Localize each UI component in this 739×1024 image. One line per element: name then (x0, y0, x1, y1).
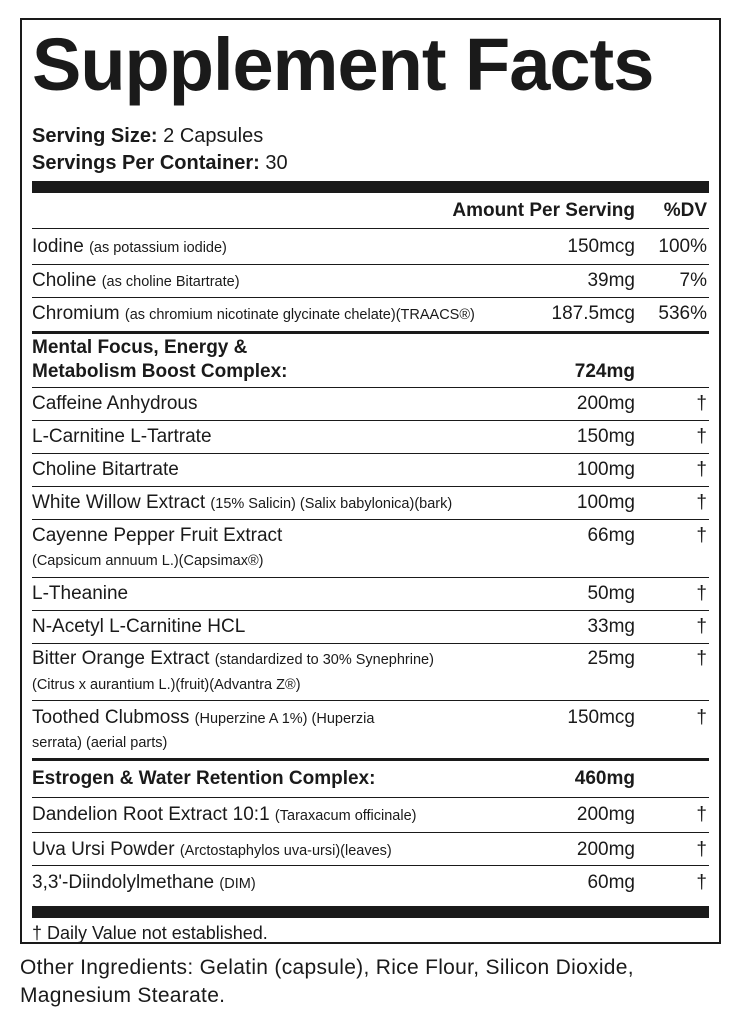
divider (32, 387, 709, 388)
ingredient-amount: 100mg (576, 492, 635, 513)
blend-amount: 460mg (574, 768, 635, 789)
divider (32, 297, 709, 298)
ingredient-amount: 150mcg (567, 707, 635, 728)
ingredient-name: Toothed Clubmoss (Huperzine A 1%) (Huperzia (32, 707, 375, 728)
dagger-mark: † (696, 648, 707, 669)
ingredient-amount: 33mg (587, 616, 635, 637)
divider (32, 577, 709, 578)
other-ingredients: Other Ingredients: Gelatin (capsule), Rice Flour, Silicon Dioxide, Magnesium Stearate. (20, 956, 634, 1007)
amount-per-serving-header: Amount Per Serving (452, 200, 635, 221)
nutrient-name: Chromium (as chromium nicotinate glycinate chelate)(TRAACS®) (32, 303, 475, 324)
ingredient-amount: 200mg (576, 393, 635, 414)
divider (32, 865, 709, 866)
nutrient-amount: 150mcg (567, 236, 635, 257)
serving-size (32, 123, 263, 149)
ingredient-name: N-Acetyl L-Carnitine HCL (32, 616, 246, 637)
divider (32, 420, 709, 421)
ingredient-detail: (Capsicum annuum L.)(Capsimax®) (32, 553, 264, 569)
dagger-mark: † (696, 616, 707, 637)
nutrient-dv: 100% (658, 236, 707, 257)
ingredient-detail: serrata) (aerial parts) (32, 735, 168, 751)
nutrient-dv: 7% (679, 270, 707, 291)
ingredient-amount: 50mg (587, 583, 635, 604)
ingredient-name: L-Theanine (32, 583, 129, 604)
serving-size-label: Serving Size: (32, 125, 158, 147)
section-divider (32, 758, 709, 761)
footnote: † Daily Value not established. (32, 923, 268, 943)
dagger-mark: † (696, 707, 707, 728)
ingredient-amount: 200mg (576, 804, 635, 825)
dagger-mark: † (696, 393, 707, 414)
dagger-mark: † (696, 583, 707, 604)
dagger-mark: † (696, 804, 707, 825)
ingredient-detail: (Citrus x aurantium L.)(fruit)(Advantra Z®) (32, 677, 301, 693)
divider (32, 797, 709, 798)
divider (32, 486, 709, 487)
divider (32, 700, 709, 701)
dagger-mark: † (696, 839, 707, 860)
ingredient-amount: 60mg (587, 872, 635, 893)
divider (32, 264, 709, 265)
divider (32, 519, 709, 520)
divider (32, 643, 709, 644)
dagger-mark: † (696, 459, 707, 480)
ingredient-amount: 150mg (576, 426, 635, 447)
ingredient-name: Dandelion Root Extract 10:1 (Taraxacum officinale) (32, 804, 417, 825)
ingredient-amount: 200mg (576, 839, 635, 860)
ingredient-name: Bitter Orange Extract (standardized to 30% Synephrine) (32, 648, 434, 669)
supplement-facts-panel: Supplement Facts Serving Size: 2 Capsules Servings Per Container: 30 Amount Per Serving %DV Iodine (as potassium iodide) 150mcg 100% Choline (as choline Bitartrate) 39mg 7% Chromium (as chromium nicotinate glycinate chelate)(TRAACS®) 187.5mcg 536% Mental Focus, Energy & Metabolism Boost Complex: 724mg Caffeine Anhydrous 200mg † L-Carnitine L-Tartrate 150mg † Choline Bitartrate 100mg † White Willow Extract (15% Salicin) (Salix babylonica)(bark) 100mg † Cayenne Pepper Fruit Extract 66mg † (Capsicum annuum L.)(Capsimax®) L-Theanine 50mg † N-Acetyl L-Carnitine HCL 33mg † Bitter Orange Extract (standardized to 30% Synephrine) 25mg † (Citrus x aurantium L.)(fruit)(Advantra Z®) Toothed Clubmoss (Huperzine A 1%) (Huperzia 150mcg † serrata) (aerial parts) Estrogen & Water Retention Complex: 460mg Dandelion Root Extract 10:1 (Taraxacum officinale) 200mg † Uva Ursi Powder (Arctostaphylos uva-ursi)(leaves) 200mg † 3,3'-Diindolylmethane (DIM) 60mg † † Daily Value not established. (20, 18, 721, 944)
ingredient-name: Caffeine Anhydrous (32, 393, 198, 414)
servings-per-container-value: 30 (265, 152, 288, 174)
dv-header: %DV (663, 200, 707, 221)
ingredient-name: Choline Bitartrate (32, 459, 179, 480)
dagger-mark: † (696, 525, 707, 546)
divider (32, 832, 709, 833)
panel-title: Supplement Facts (32, 23, 654, 106)
serving-size-value: 2 Capsules (163, 125, 264, 147)
thick-divider (32, 181, 709, 193)
ingredient-amount: 25mg (587, 648, 635, 669)
nutrient-amount: 39mg (587, 270, 635, 291)
section-divider (32, 331, 709, 334)
ingredient-amount: 100mg (576, 459, 635, 480)
divider (32, 228, 709, 229)
dagger-mark: † (696, 872, 707, 893)
ingredient-name: 3,3'-Diindolylmethane (DIM) (32, 872, 256, 893)
nutrient-amount: 187.5mcg (551, 303, 635, 324)
blend-amount: 724mg (574, 361, 635, 382)
servings-per-container (32, 150, 288, 176)
ingredient-name: L-Carnitine L-Tartrate (32, 426, 212, 447)
ingredient-name: Cayenne Pepper Fruit Extract (32, 525, 283, 546)
ingredient-name: Uva Ursi Powder (Arctostaphylos uva-ursi)(leaves) (32, 839, 392, 860)
nutrient-name: Iodine (as potassium iodide) (32, 236, 227, 257)
ingredient-name: White Willow Extract (15% Salicin) (Salix babylonica)(bark) (32, 492, 453, 513)
dagger-mark: † (696, 426, 707, 447)
divider (32, 610, 709, 611)
nutrient-dv: 536% (658, 303, 707, 324)
servings-per-container-label: Servings Per Container: (32, 152, 260, 174)
nutrient-name: Choline (as choline Bitartrate) (32, 270, 240, 291)
ingredient-amount: 66mg (587, 525, 635, 546)
thick-divider (32, 906, 709, 918)
dagger-mark: † (696, 492, 707, 513)
divider (32, 453, 709, 454)
